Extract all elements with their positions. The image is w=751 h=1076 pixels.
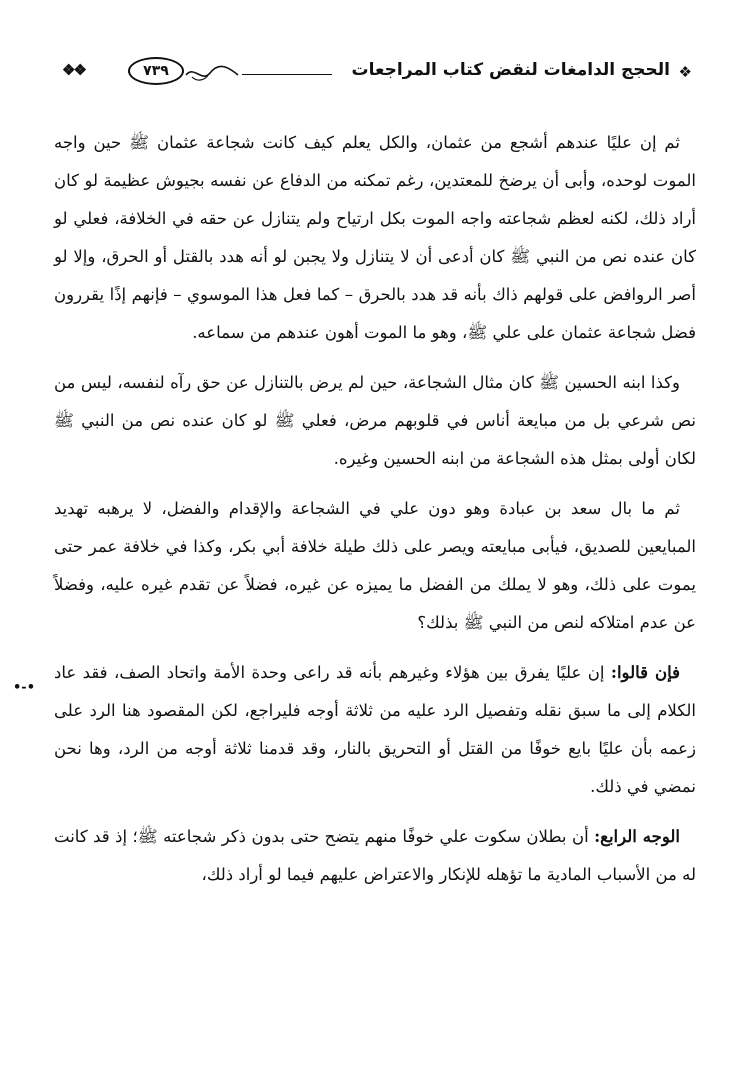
paragraph-text: أن بطلان سكوت علي خوفًا منهم يتضح حتى بدون ذكر شجاعته ﷺ؛ إذ قد كانت له من الأسباب المادية ما تؤهله للإنكار والاعتراض عليهم فيما لو أراد ذلك، [54, 827, 696, 884]
paragraph-2 [54, 364, 696, 478]
paragraph-5 [54, 818, 696, 894]
margin-mark: •-• [13, 680, 36, 695]
header-ornament-right: ❖ [678, 63, 692, 81]
header-rule [242, 74, 332, 75]
body-text [54, 124, 696, 906]
paragraph-3 [54, 490, 696, 642]
running-title: الحجج الدامغات لنقض كتاب المراجعات [351, 60, 670, 80]
header-ornament-left: ❖❖ [62, 61, 85, 79]
paragraph-text: ثم إن عليًا عندهم أشجع من عثمان، والكل يعلم كيف كانت شجاعة عثمان ﷺ حين واجه الموت لوحده، وأبى أن يرضخ للمعتدين، رغم تمكنه من الدفاع عن نفسه بجيوش عظيمة لو كان أراد ذلك، لكنه لعظم شجاعته واجه الموت بكل ارتياح ولم يتنازل عن حقه في الخلافة، فعلي لو كان عنده نص من النبي ﷺ كان أدعى أن لا يتنازل ولا يجبن لو أنه هدد بالقتل أو الحرق، وإلا لو أصر الروافض على قولهم ذاك بأنه قد هدد بالحرق – كما فعل هذا الموسوي – فإنهم إذًا يقررون فضل شجاعة عثمان على علي ﷺ، وهو ما الموت أهون عندهم من سماعه. [54, 133, 696, 342]
swirl-ornament-icon [184, 63, 240, 85]
paragraph-lead: الوجه الرابع: [594, 827, 680, 846]
paragraph-4 [54, 654, 696, 806]
paragraph-1 [54, 124, 696, 352]
paragraph-text: ثم ما بال سعد بن عبادة وهو دون علي في الشجاعة والإقدام والفضل، لا يرهبه تهديد المبايعين للصديق، فيأبى مبايعته ويصر على ذلك طيلة خلافة أبي بكر، وكذا في خلافة عمر حتى يموت على ذلك، وهو لا يملك من الفضل ما يميزه عن غيره، فضلاً عن تقدم غيره عليه، وفضلاً عن عدم امتلاكه لنص من النبي ﷺ بذلك؟ [54, 499, 696, 632]
page-number: ٧٣٩ [128, 57, 184, 85]
paragraph-text: إن عليًا يفرق بين هؤلاء وغيرهم بأنه قد راعى وحدة الأمة واتحاد الصف، فقد عاد الكلام إلى ما سبق نقله وتفصيل الرد عليه من ثلاثة أوجه فليراجع، لكن المقصود هنا الرد على زعمه بأن عليًا بايع خوفًا من القتل أو التحريق بالنار، وقد قدمنا ثلاثة أوجه من الرد، وها نحن نمضي في ذلك. [54, 663, 696, 796]
paragraph-text: وكذا ابنه الحسين ﷺ كان مثال الشجاعة، حين لم يرض بالتنازل عن حق رآه لنفسه، ليس من نص شرعي بل من مبايعة أناس في قلوبهم مرض، فعلي ﷺ لو كان عنده نص من النبي ﷺ لكان أولى بمثل هذه الشجاعة من ابنه الحسين وغيره. [54, 373, 696, 468]
page-header [62, 50, 692, 90]
paragraph-lead: فإن قالوا: [610, 663, 680, 682]
